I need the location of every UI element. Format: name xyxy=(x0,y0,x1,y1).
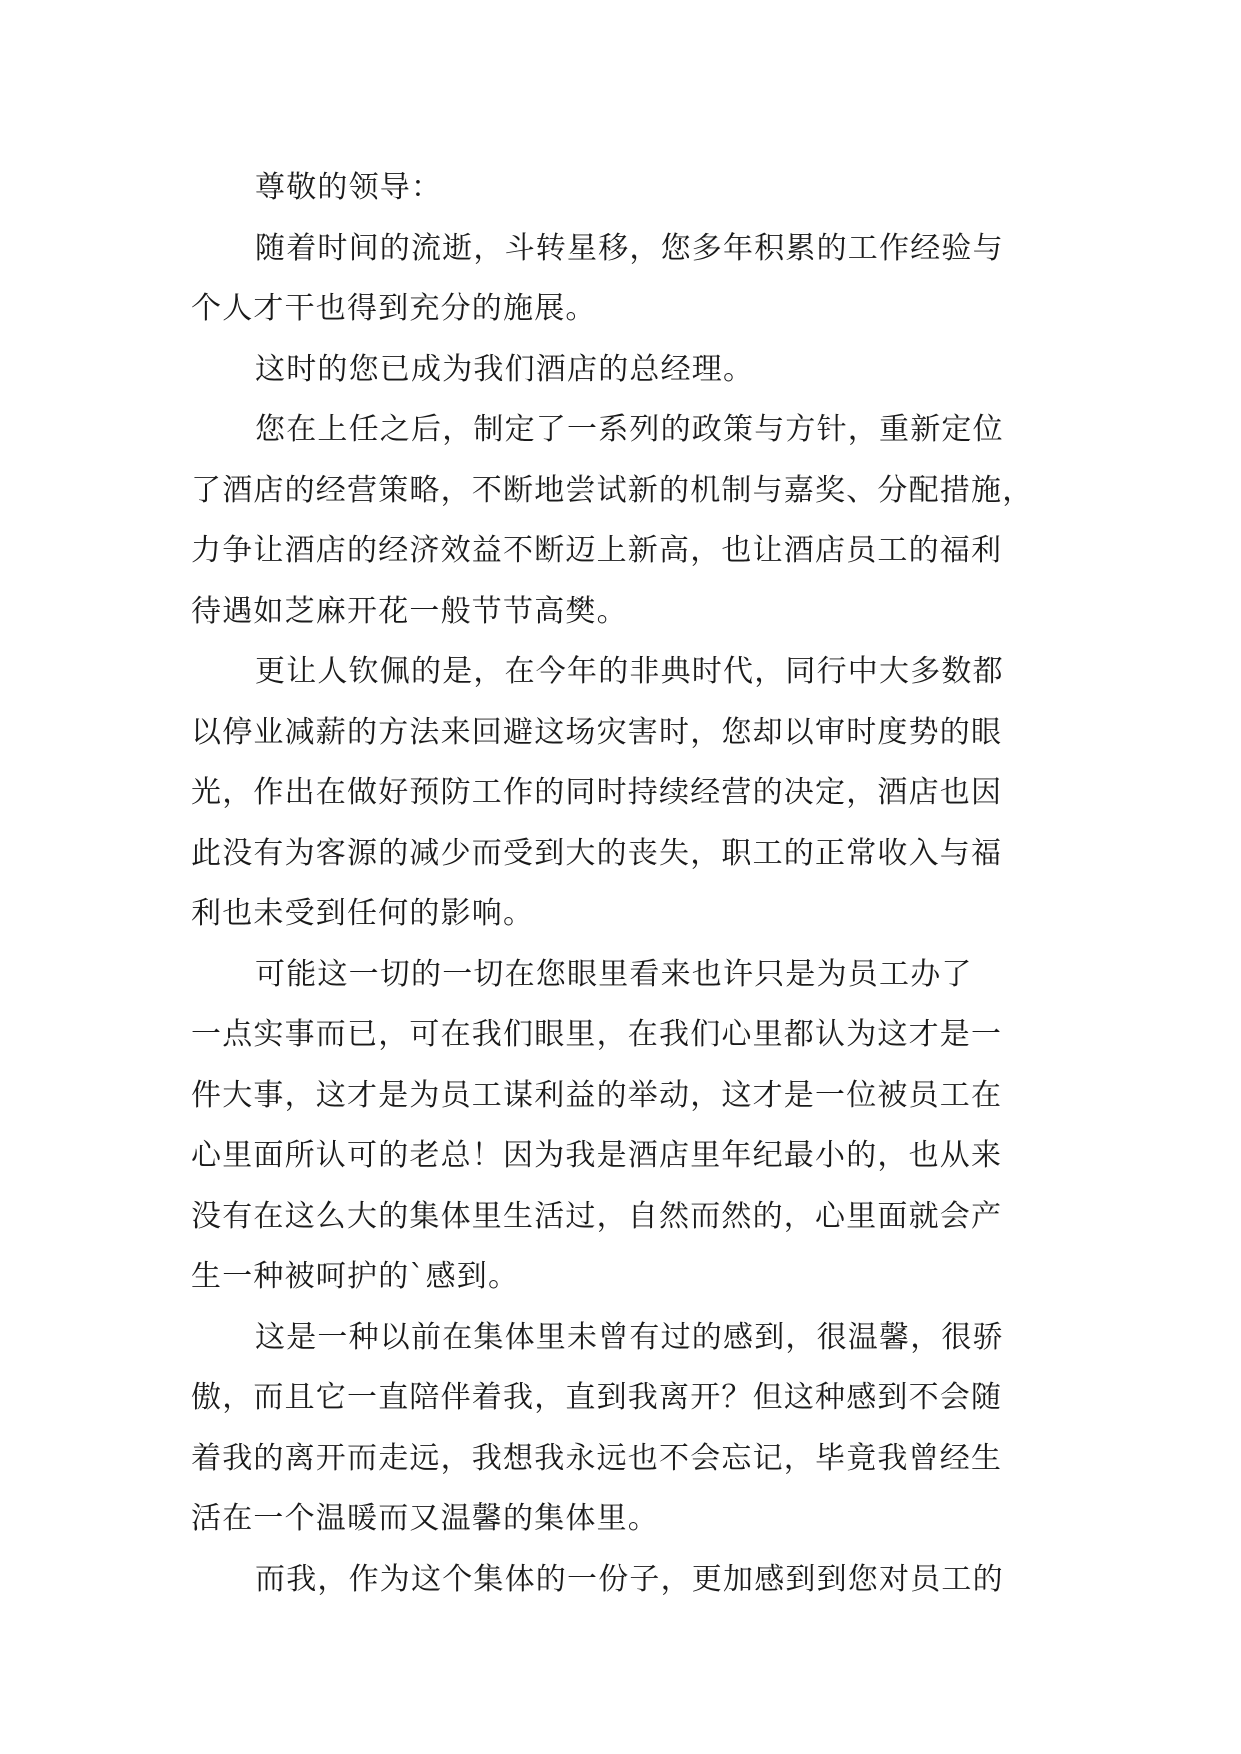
letter-body xyxy=(191,158,1061,1610)
paragraph-5-line-5: 没有在这么大的集体里生活过，自然而然的，心里面就会产 xyxy=(191,1198,1003,1234)
paragraph-5-line-4: 心里面所认可的老总！因为我是酒店里年纪最小的，也从来 xyxy=(191,1138,1003,1173)
paragraph-3-line-4: 待遇如芝麻开花一般节节高樊。 xyxy=(191,593,628,629)
paragraph-6-line-2: 傲，而且它一直陪伴着我，直到我离开？但这种感到不会随 xyxy=(191,1380,1003,1415)
paragraph-5-line-2: 一点实事而已，可在我们眼里，在我们心里都认为这才是一 xyxy=(191,1017,1003,1052)
paragraph-4-line-5: 利也未受到任何的影响。 xyxy=(191,896,535,931)
paragraph-1-line-1: 随着时间的流逝，斗转星移，您多年积累的工作经验与 xyxy=(255,230,1004,266)
paragraph-1-line-2: 个人才干也得到充分的施展。 xyxy=(191,291,597,326)
paragraph-3-line-2: 了酒店的经营策略，不断地尝试新的机制与嘉奖、分配措施， xyxy=(191,472,1034,508)
paragraph-3-line-1: 您在上任之后，制定了一系列的政策与方针，重新定位 xyxy=(255,412,1004,447)
paragraph-5-line-6: 生一种被呵护的`感到。 xyxy=(191,1259,520,1294)
paragraph-5-line-3: 件大事，这才是为员工谋利益的举动，这才是一位被员工在 xyxy=(191,1077,1003,1113)
paragraph-3-line-3: 力争让酒店的经济效益不断迈上新高，也让酒店员工的福利 xyxy=(191,533,1003,568)
paragraph-5-line-1: 可能这一切的一切在您眼里看来也许只是为员工办了 xyxy=(255,956,973,992)
paragraph-4-line-4: 此没有为客源的减少而受到大的丧失，职工的正常收入与福 xyxy=(191,835,1003,871)
paragraph-2-line-1: 这时的您已成为我们酒店的总经理。 xyxy=(255,351,755,387)
paragraph-7-line-1: 而我，作为这个集体的一份子，更加感到到您对员工的 xyxy=(255,1561,1004,1597)
paragraph-4-line-2: 以停业减薪的方法来回避这场灾害时，您却以审时度势的眼 xyxy=(191,714,1003,750)
paragraph-4-line-1: 更让人钦佩的是，在今年的非典时代，同行中大多数都 xyxy=(255,654,1004,689)
paragraph-6-line-3: 着我的离开而走远，我想我永远也不会忘记，毕竟我曾经生 xyxy=(191,1440,1003,1476)
paragraph-4-line-3: 光，作出在做好预防工作的同时持续经营的决定，酒店也因 xyxy=(191,775,1003,810)
salutation: 尊敬的领导： xyxy=(255,170,443,205)
paragraph-6-line-1: 这是一种以前在集体里未曾有过的感到，很温馨，很骄 xyxy=(255,1319,1004,1355)
paragraph-6-line-4: 活在一个温暖而又温馨的集体里。 xyxy=(191,1501,659,1536)
